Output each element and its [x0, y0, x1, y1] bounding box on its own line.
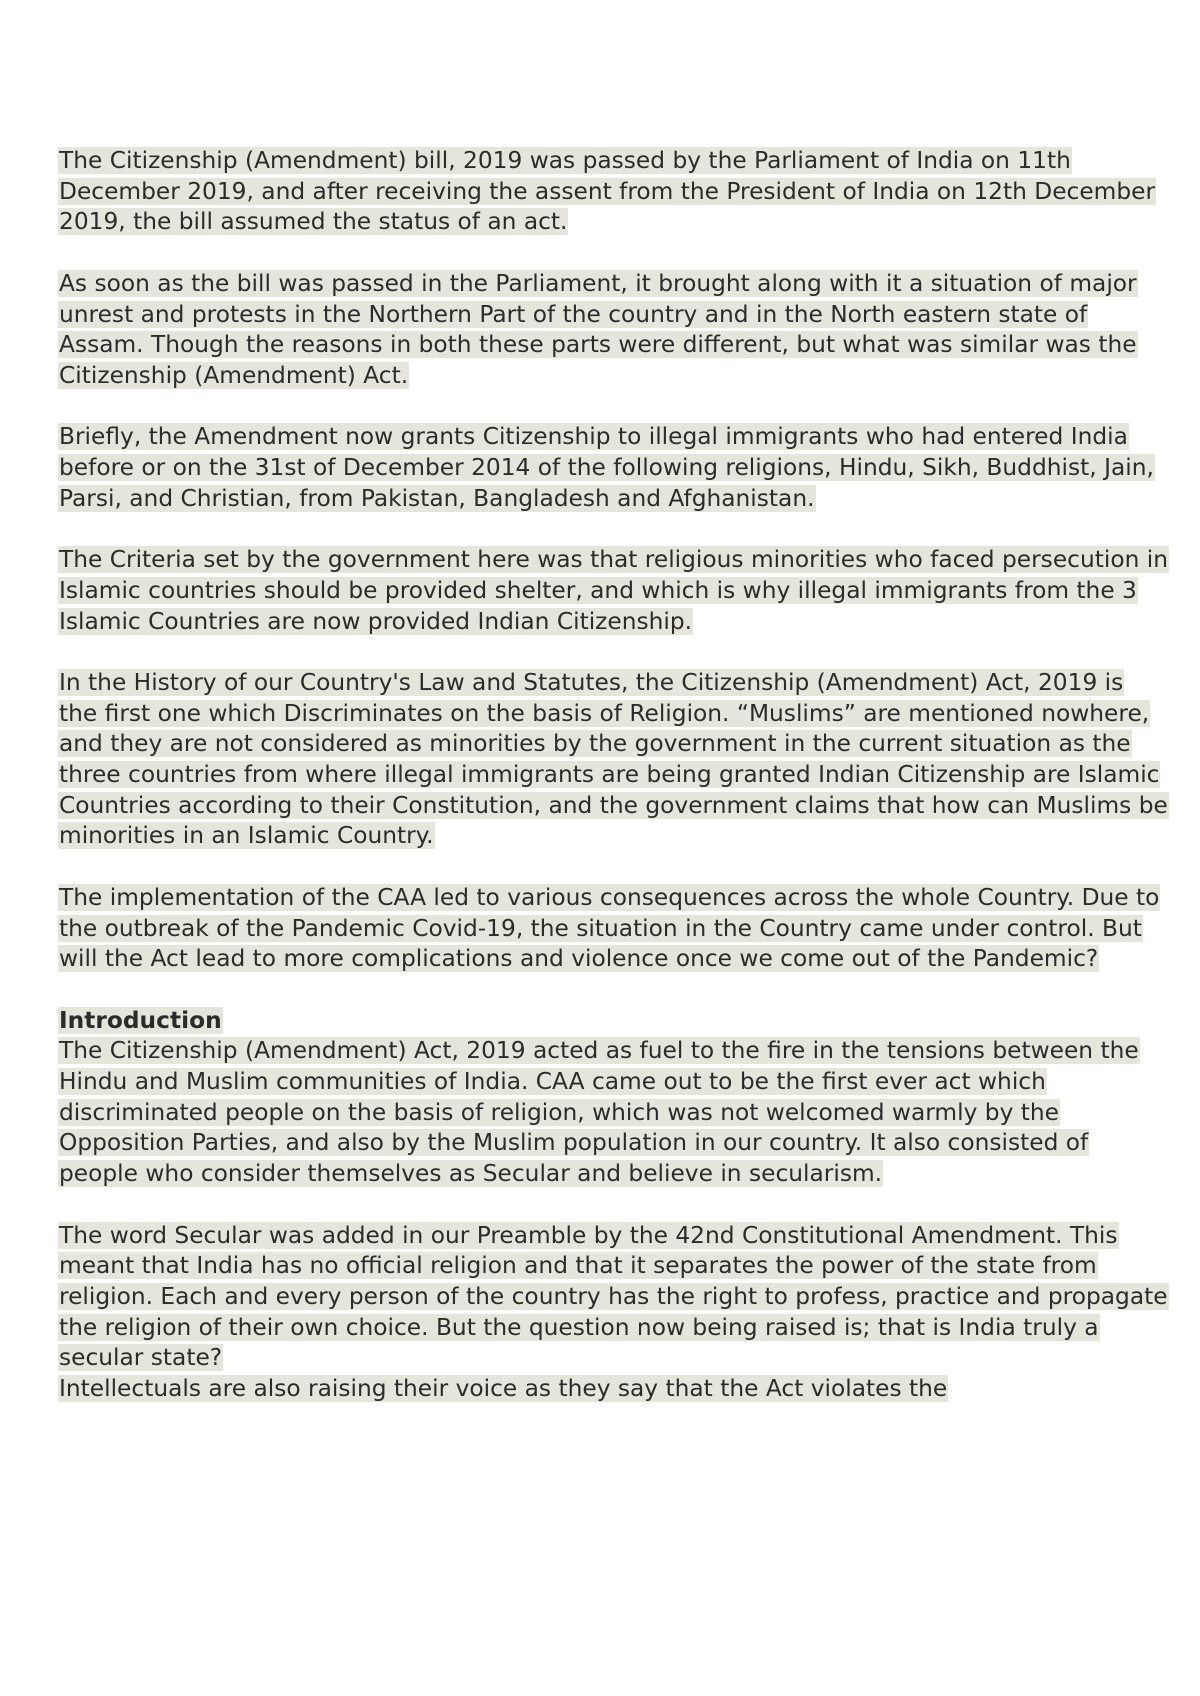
- paragraph-gap: [58, 637, 1168, 668]
- paragraph-unrest: [58, 269, 1168, 392]
- paragraph-text: The Citizenship (Amendment) Act, 2019 acted as fuel to the fire in the tensions between the Hindu and Muslim communities of India. CAA came out to be the first ever act which discriminated people on the basis of religion, which was not welcomed warmly by the Opposition Parties, and also by the Muslim population in our country. It also consisted of people who consider themselves as Secular and believe in secularism.: [59, 1037, 1139, 1188]
- paragraph-summary: [58, 422, 1168, 514]
- section-heading-introduction: [58, 1006, 1168, 1037]
- paragraph-intro-secular: [58, 1221, 1168, 1375]
- paragraph-criteria: [58, 545, 1168, 637]
- paragraph-history: [58, 668, 1168, 852]
- paragraph-enactment: [58, 146, 1168, 238]
- paragraph-intro-tensions: [58, 1036, 1168, 1190]
- paragraph-text: The word Secular was added in our Preamble by the 42nd Constitutional Amendment. This meant that India has no official religion and that it separates the power of the state from religion. Each and every person of the country has the right to profess, practice and propagate the religion of their own choice. But the question now being raised is; that is India truly a secular state?: [59, 1221, 1168, 1372]
- document-page: [58, 146, 1168, 1405]
- paragraph-gap: [58, 975, 1168, 1006]
- paragraph-intro-intellectuals: [58, 1374, 1168, 1405]
- paragraph-gap: [58, 392, 1168, 423]
- paragraph-gap: [58, 514, 1168, 545]
- heading-text: Introduction: [59, 1006, 222, 1034]
- paragraph-text: As soon as the bill was passed in the Parliament, it brought along with it a situation of major unrest and protests in the Northern Part of the country and in the North eastern state of Assam. Though the reasons in both these parts were different, but what was similar was the Citizenship (Amendment) Act.: [59, 269, 1137, 389]
- paragraph-text: The Criteria set by the government here was that religious minorities who faced persecution in Islamic countries should be provided shelter, and which is why illegal immigrants from the 3 Islamic Countries are now provided Indian Citizenship.: [59, 546, 1168, 635]
- paragraph-text: The implementation of the CAA led to various consequences across the whole Country. Due to the outbreak of the Pandemic Covid-19, the situation in the Country came under control. But will the Act lead to more complications and violence once we come out of the Pandemic?: [59, 883, 1160, 973]
- paragraph-text: Briefly, the Amendment now grants Citizenship to illegal immigrants who had entered India before or on the 31st of December 2014 of the following religions, Hindu, Sikh, Buddhist, Jain, Parsi, and Christian, from Pakistan, Bangladesh and Afghanistan.: [59, 423, 1154, 512]
- paragraph-gap: [58, 852, 1168, 883]
- paragraph-text: In the History of our Country's Law and Statutes, the Citizenship (Amendment) Act, 2019 is the first one which Discriminates on the basis of Religion. “Muslims” are mentioned nowhere, and they are not considered as minorities by the government in the current situation as the three countries from where illegal immigrants are being granted Indian Citizenship are Islamic Countries according to their Constitution, and the government claims that how can Muslims be minorities in an Islamic Country.: [59, 668, 1168, 850]
- paragraph-text: The Citizenship (Amendment) bill, 2019 was passed by the Parliament of India on 11th December 2019, and after receiving the assent from the President of India on 12th December 2019, the bill assumed the status of an act.: [59, 147, 1156, 236]
- paragraph-text: Intellectuals are also raising their voice as they say that the Act violates the: [59, 1375, 948, 1403]
- paragraph-gap: [58, 1190, 1168, 1221]
- paragraph-implementation: [58, 883, 1168, 975]
- paragraph-gap: [58, 238, 1168, 269]
